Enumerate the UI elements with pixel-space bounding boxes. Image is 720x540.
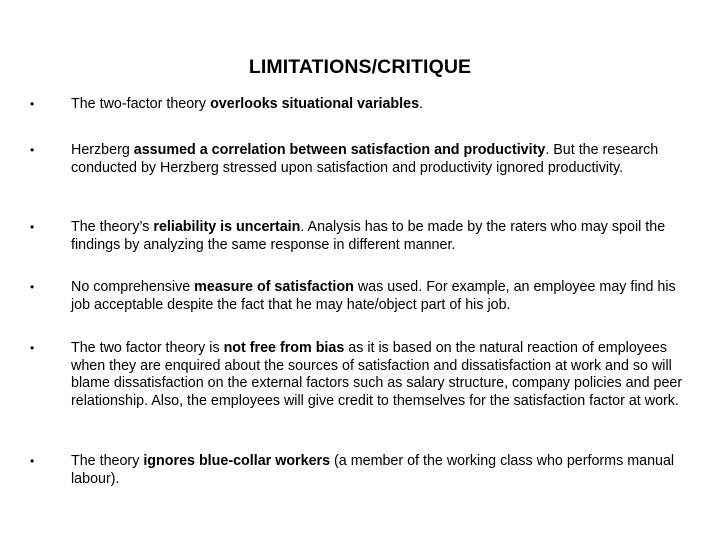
bullet-text — [71, 219, 689, 254]
bullet-text-plain: . But the research conducted by Herzberg stressed upon satisfaction and productivity ignored productivity. — [71, 142, 659, 176]
bullet-text-plain: The two factor theory is — [71, 340, 224, 356]
bullet-dot: • — [30, 280, 35, 294]
bullet-text — [71, 142, 689, 177]
bullet-text-plain: No comprehensive — [71, 279, 195, 295]
bullet-text-plain: (a member of the working class who performs manual labour). — [71, 453, 675, 487]
bullet-text-plain: . Analysis has to be made by the raters who may spoil the findings by analyzing the same response in different manner. — [71, 219, 666, 253]
bullet-text — [71, 340, 689, 410]
bullet-text-plain: as it is based on the natural reaction of employees when they are enquired about the sources of satisfaction and dissatisfaction at work and so will blame dissatisfaction on the external factors such as salary structure, company policies and peer relationship. Also, the employees will give credit to themselves for the satisfaction factor at work. — [71, 340, 683, 409]
bullet-text-plain: Herzberg — [71, 142, 134, 158]
bullet-dot: • — [30, 454, 35, 468]
bullet-dot: • — [30, 341, 35, 355]
bullet-text-bold: not free from bias — [223, 340, 345, 356]
bullet-dot: • — [30, 220, 35, 234]
bullet-dot: • — [30, 143, 35, 157]
bullet-text-bold: overlooks situational variables — [210, 96, 420, 112]
bullet-dot: • — [30, 97, 35, 111]
bullet-text-bold: reliability is uncertain — [153, 219, 301, 235]
bullet-text-plain: The two-factor theory — [71, 96, 211, 112]
bullet-text — [71, 279, 689, 314]
bullet-text-plain: The theory’s — [71, 219, 154, 235]
bullet-text-bold: ignores blue-collar workers — [143, 453, 331, 469]
slide-title: LIMITATIONS/CRITIQUE — [248, 56, 472, 78]
bullet-text — [71, 453, 689, 488]
bullet-text-plain: The theory — [71, 453, 144, 469]
bullet-text — [71, 96, 689, 114]
bullet-text-bold: assumed a correlation between satisfaction and productivity — [133, 142, 546, 158]
bullet-text-bold: measure of satisfaction — [194, 279, 354, 295]
bullet-text-plain: was used. For example, an employee may find his job acceptable despite the fact that he may hate/object part of his job. — [71, 279, 676, 313]
bullet-text-plain: . — [419, 96, 424, 112]
